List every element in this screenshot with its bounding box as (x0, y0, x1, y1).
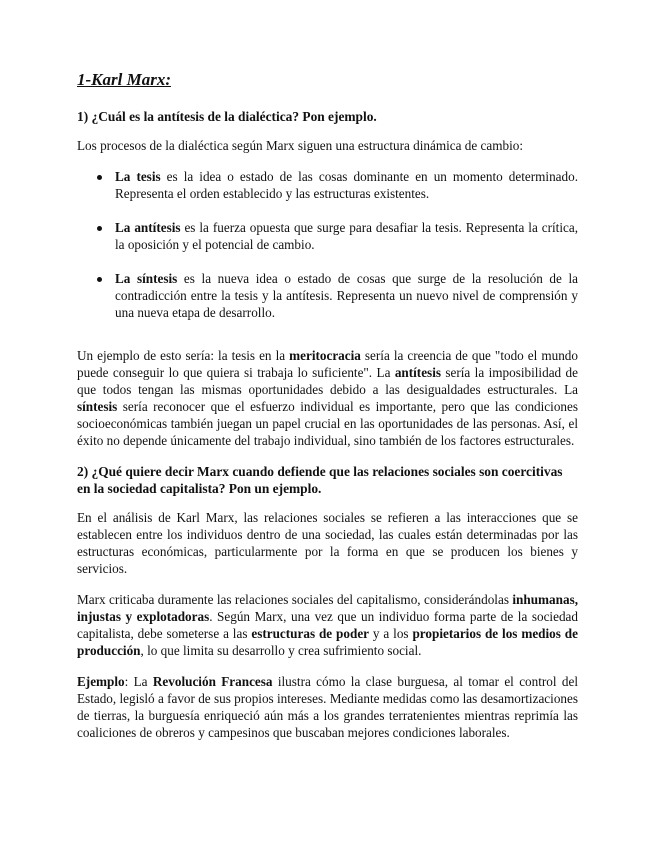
text-run: sería la creencia de que "todo el mundo puede conseguir lo que quiera si trabaja lo suficiente". La (77, 348, 578, 380)
text-run: sería reconocer que el esfuerzo individual es importante, pero que las condiciones socioeconómicas también juegan un papel crucial en las oportunidades de las personas. Así, el éxito no depende únicamente del trabajo individual, sino también de los factores estructurales. (77, 399, 578, 448)
text-run: y a los (369, 626, 413, 641)
text-run: ilustra cómo la clase burguesa, al tomar el control del Estado, legisló a favor de sus propios intereses. Mediante medidas como las desamortizaciones de tierras, la burguesía enriqueció aún más a los grandes terratenientes mientras reprimía las coaliciones de obreros y campesinos que buscaban mejores condiciones laborales. (77, 674, 578, 740)
bullet-term: La síntesis (115, 271, 178, 286)
text-run: , lo que limita su desarrollo y crea sufrimiento social. (140, 643, 422, 658)
bold-term: inhumanas, injustas y explotadoras (77, 592, 578, 624)
text-run: : La (124, 674, 153, 689)
text-run: Un ejemplo de esto sería: la tesis en la (77, 348, 290, 363)
bullet-text: es la nueva idea o estado de cosas que surge de la resolución de la contradicción entre la tesis y la antítesis. Representa un nuevo nivel de comprensión y una nueva etapa de desarrollo. (115, 271, 578, 320)
bold-term: propietarios de los medios de producción (77, 626, 578, 658)
bullet-text: es la fuerza opuesta que surge para desafiar la tesis. Representa la crítica, la oposición y el potencial de cambio. (115, 220, 578, 252)
text-run: Marx criticaba duramente las relaciones sociales del capitalismo, considerándolas (77, 592, 513, 607)
question-2-paragraph-1: En el análisis de Karl Marx, las relaciones sociales se refieren a las interacciones que se establecen entre los individuos dentro de una sociedad, las cuales están determinadas por las estructuras económicas, particularmente por la forma en que se producen los bienes y servicios. (77, 510, 578, 576)
bullet-antitesis (77, 219, 578, 253)
bold-term: Ejemplo (77, 674, 125, 689)
text-run: sería la imposibilidad de que todos tengan las mismas oportunidades debido a las desigualdades estructurales. La (77, 365, 578, 397)
bullet-dot-icon (97, 226, 102, 231)
bullet-dot-icon (97, 175, 102, 180)
question-1-intro: Los procesos de la dialéctica según Marx siguen una estructura dinámica de cambio: (77, 138, 524, 153)
question-2-paragraph-2 (77, 591, 578, 659)
question-1-example (77, 347, 578, 449)
bold-term: antítesis (394, 365, 441, 380)
question-2-example (77, 673, 578, 741)
bold-term: Revolución Francesa (152, 674, 273, 689)
bullet-term: La antítesis (115, 220, 181, 235)
question-2-heading: 2) ¿Qué quiere decir Marx cuando defiende que las relaciones sociales son coercitivas en la sociedad capitalista? Pon un ejemplo. (77, 464, 563, 496)
bullet-text: es la idea o estado de las cosas dominante en un momento determinado. Representa el orden establecido y las estructuras existentes. (115, 169, 578, 201)
text-run: . Según Marx, una vez que un individuo forma parte de la sociedad capitalista, debe someterse a las (77, 609, 578, 641)
bold-term: estructuras de poder (251, 626, 370, 641)
bullet-term: La tesis (115, 169, 161, 184)
dialectic-bullet-list (77, 168, 578, 321)
bullet-sintesis (77, 270, 578, 321)
bold-term: síntesis (77, 399, 118, 414)
document-page (77, 70, 578, 755)
bold-term: meritocracia (289, 348, 361, 363)
bullet-tesis (77, 168, 578, 202)
bullet-dot-icon (97, 277, 102, 282)
document-title: 1-Karl Marx: (77, 70, 171, 89)
question-1-heading: 1) ¿Cuál es la antítesis de la dialéctica? Pon ejemplo. (77, 109, 377, 124)
